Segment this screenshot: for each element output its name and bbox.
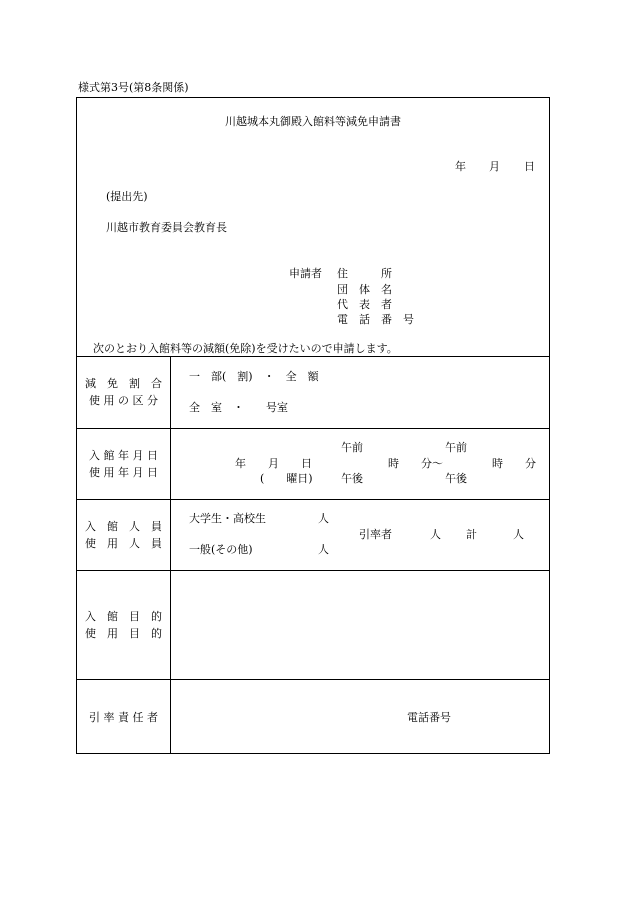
date-day: 日 (524, 160, 535, 173)
row-divider (77, 499, 549, 500)
form-title: 川越城本丸御殿入館料等減免申請書 (225, 115, 401, 128)
visitor-count-label (77, 518, 170, 552)
applicant-group-label: 団 体 名 (337, 283, 392, 296)
visitor-count-label-line2: 使 用 人 員 (85, 537, 162, 550)
purpose-label-line1: 入 館 目 的 (85, 610, 162, 623)
purpose-label-line2: 使 用 目 的 (85, 627, 162, 640)
visit-weekday: ( 曜日) (260, 472, 313, 485)
leader-label-text: 引 率 責 任 者 (89, 711, 158, 724)
end-time: 時 分 (492, 457, 536, 470)
applicant-label: 申請者 (289, 267, 322, 280)
row-divider (77, 428, 549, 429)
visit-date-label (77, 447, 170, 481)
students-label: 大学生・高校生 (189, 512, 266, 525)
total-label: 計 (466, 528, 477, 541)
visitor-count-label-line1: 入 館 人 員 (85, 520, 162, 533)
students-unit: 人 (318, 512, 329, 525)
general-unit: 人 (318, 543, 329, 556)
visit-ymd: 年 月 日 (235, 457, 312, 470)
ratio-label-line1: 減 免 割 合 (85, 377, 162, 390)
start-pm: 午後 (341, 472, 363, 485)
start-am: 午前 (341, 441, 363, 454)
leaders-unit: 人 (430, 528, 441, 541)
applicant-phone-label: 電 話 番 号 (337, 313, 414, 326)
room-options: 全 室 ・ 号室 (189, 401, 288, 414)
end-am: 午前 (445, 441, 467, 454)
ratio-label-line2: 使 用 の 区 分 (89, 394, 158, 407)
applicant-address-label: 住 所 (337, 267, 392, 280)
recipient: 川越市教育委員会教育長 (106, 221, 227, 234)
ratio-options: 一 部( 割) ・ 全 額 (189, 370, 319, 383)
visit-date-label-line1: 入 館 年 月 日 (89, 449, 158, 462)
form-number: 様式第3号(第8条関係) (78, 81, 189, 94)
total-unit: 人 (513, 528, 524, 541)
row-divider (77, 679, 549, 680)
application-form (76, 97, 550, 754)
ratio-label (77, 375, 170, 409)
purpose-label (77, 608, 170, 642)
date-month: 月 (489, 160, 500, 173)
end-pm: 午後 (445, 472, 467, 485)
start-time: 時 分〜 (388, 457, 443, 470)
leaders-label: 引率者 (359, 528, 392, 541)
applicant-rep-label: 代 表 者 (337, 298, 392, 311)
general-label: 一般(その他) (189, 543, 253, 556)
leader-phone-label: 電話番号 (407, 711, 451, 724)
table-column-divider (170, 356, 171, 753)
submit-to-label: (提出先) (106, 190, 148, 203)
visit-date-label-line2: 使 用 年 月 日 (89, 466, 158, 479)
leader-label (77, 709, 170, 726)
date-year: 年 (455, 160, 466, 173)
row-divider (77, 570, 549, 571)
intro-text: 次のとおり入館料等の減額(免除)を受けたいので申請します。 (93, 342, 398, 355)
table-top-border (77, 356, 549, 357)
